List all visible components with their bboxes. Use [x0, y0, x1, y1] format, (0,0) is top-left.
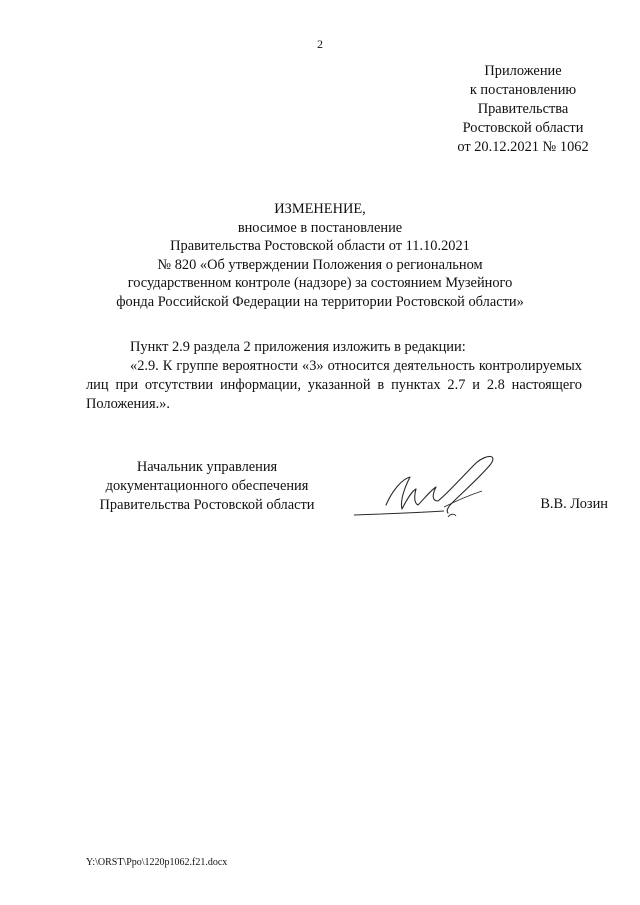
quote-line: лиц при отсутствии информации, указанной в пунктах 2.7 и 2.8 настоящего [86, 377, 582, 393]
signatory-position [72, 458, 342, 515]
title-line: Правительства Ростовской области от 11.10.2021 [170, 238, 470, 254]
title-line: государственном контроле (надзоре) за состоянием Музейного [127, 275, 513, 291]
page-number: 2 [317, 37, 323, 51]
quote-line: «2.9. К группе вероятности «3» относится деятельность контролируемых [130, 358, 582, 374]
position-line: документационного обеспечения [105, 478, 309, 494]
appendix-block [432, 62, 614, 157]
appendix-line: Приложение [484, 63, 562, 79]
quote-line: Положения.». [86, 396, 170, 412]
file-path: Y:\ORST\Ppo\1220p1062.f21.docx [86, 857, 228, 868]
document-title [110, 200, 530, 311]
document-body [86, 338, 582, 414]
title-heading: ИЗМЕНЕНИЕ, [274, 201, 366, 217]
title-line: № 820 «Об утверждении Положения о региональном [157, 256, 483, 273]
title-line: вносимое в постановление [237, 219, 403, 236]
appendix-line: от 20.12.2021 № 1062 [457, 139, 589, 155]
signatory-name: В.В. Лозин [540, 496, 608, 512]
position-line: Начальник управления [136, 459, 278, 475]
intro-paragraph: Пункт 2.9 раздела 2 приложения изложить в редакции: [130, 339, 466, 355]
handwritten-signature [352, 451, 512, 526]
appendix-line: Правительства [477, 101, 569, 117]
position-line: Правительства Ростовской области [99, 497, 315, 513]
title-line: фонда Российской Федерации на территории Ростовской области» [116, 293, 524, 310]
appendix-line: к постановлению [469, 82, 577, 98]
appendix-line: Ростовской области [462, 120, 584, 136]
